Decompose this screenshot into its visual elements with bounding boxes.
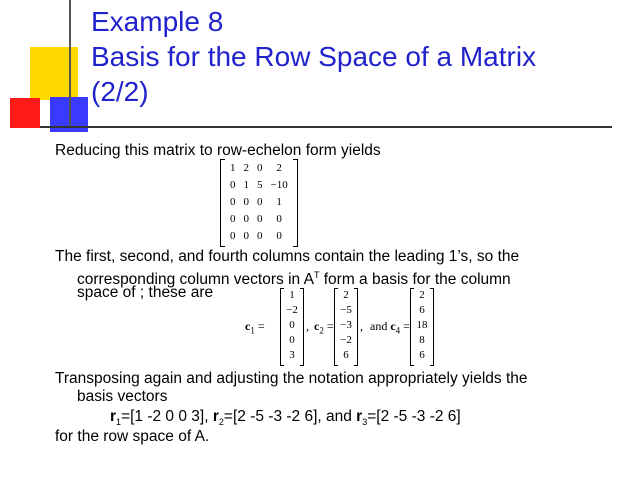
matrix-row [226,176,292,193]
c4-right-bracket [430,288,434,366]
matrix-row [226,227,292,244]
matrix-cell: 2 [276,161,282,174]
r3-sub: 3 [362,417,368,428]
vector-entry: 2 [343,289,349,301]
vector-entry: 1 [289,289,295,301]
matrix-cell: 0 [243,229,249,242]
matrix-cell: 0 [243,212,249,225]
matrix-cell: 0 [230,229,236,242]
explanation-line-1: The first, second, and fourth columns contain the leading 1’s, so the [55,248,520,265]
r2-value: =[2 -5 -3 -2 6], and [223,408,357,425]
matrix-cell: 1 [243,178,249,191]
c2-eq: = [326,319,334,333]
matrix-row [226,210,292,227]
vector-entry: 3 [289,349,295,361]
c4-sub: 4 [395,325,401,336]
explanation-line-2-text: corresponding column vectors in A [77,271,314,289]
matrix-cell: 0 [257,161,263,174]
c2-sub: 2 [319,325,324,336]
matrix-left-bracket [220,159,225,247]
transposing-line-2: basis vectors [77,388,168,405]
matrix-cell: 0 [276,212,282,225]
title-line-2: Basis for the Row Space of a Matrix [91,41,537,72]
decor-vertical-line [69,0,71,128]
slide-title [91,4,631,109]
c1-comma: , [306,319,309,333]
vector-entry: 0 [289,334,295,346]
c1-sub: 1 [250,325,255,336]
vector-entry: 6 [419,349,425,361]
matrix-row [226,159,292,176]
vector-entry: 6 [419,304,425,316]
c1-label [245,319,265,335]
matrix-table [226,159,292,244]
matrix-cell: 0 [230,212,236,225]
r3-letter: r [356,408,363,425]
c1-eq: = [257,319,265,333]
vector-entry: −3 [340,319,352,331]
matrix-cell: 5 [257,178,263,191]
r1-letter: r [110,408,117,425]
matrix-cell: 0 [257,195,263,208]
vector-c2 [334,288,358,364]
vector-entry: −2 [340,334,352,346]
c4-letter: c [390,319,396,333]
c4-label [370,319,410,335]
vector-entry: −5 [340,304,352,316]
transposing-line-1: Transposing again and adjusting the notation appropriately yields the [55,370,528,387]
r1-sub: 1 [116,417,122,428]
r3-value: =[2 -5 -3 -2 6] [367,408,461,425]
matrix-cell: 0 [257,212,263,225]
echelon-matrix [220,159,298,245]
transpose-superscript: T [313,270,320,280]
title-underline [40,126,612,128]
vector-entry: 2 [419,289,425,301]
matrix-cell: 0 [257,229,263,242]
title-line-3: (2/2) [91,76,149,107]
matrix-cell: 2 [243,161,249,174]
vector-entry: 6 [343,349,349,361]
decor-red-square [10,98,40,128]
c2-right-bracket [354,288,358,366]
reducing-text: Reducing this matrix to row-echelon form yields [55,142,381,159]
r1-value: =[1 -2 0 0 3], [121,408,213,425]
for-row-space-text: for the row space of A. [55,428,210,445]
c2-letter: c [314,319,320,333]
matrix-cell: 0 [243,195,249,208]
r2-letter: r [212,408,219,425]
matrix-cell: 0 [230,195,236,208]
vector-entry: 0 [289,319,295,331]
explanation-line-3: space of ; these are [77,284,214,301]
explanation-line-2-rest: form a basis for the column [319,271,511,289]
vector-c4 [410,288,434,364]
c1-letter: c [245,319,251,333]
c2-label [314,319,334,335]
matrix-row [226,193,292,210]
matrix-cell: 1 [230,161,236,174]
matrix-cell: 0 [276,229,282,242]
matrix-cell: −10 [270,178,288,191]
vector-c1 [280,288,304,364]
c1-right-bracket [300,288,304,366]
vector-entry: 18 [416,319,428,331]
and-word: and [370,319,388,333]
title-line-1: Example 8 [91,6,224,37]
c2-comma: , [360,319,363,333]
r2-sub: 2 [218,417,224,428]
c4-eq: = [403,319,410,333]
vector-entry: −2 [286,304,298,316]
matrix-cell: 1 [276,195,282,208]
matrix-cell: 0 [230,178,236,191]
matrix-right-bracket [293,159,298,247]
vector-entry: 8 [419,334,425,346]
